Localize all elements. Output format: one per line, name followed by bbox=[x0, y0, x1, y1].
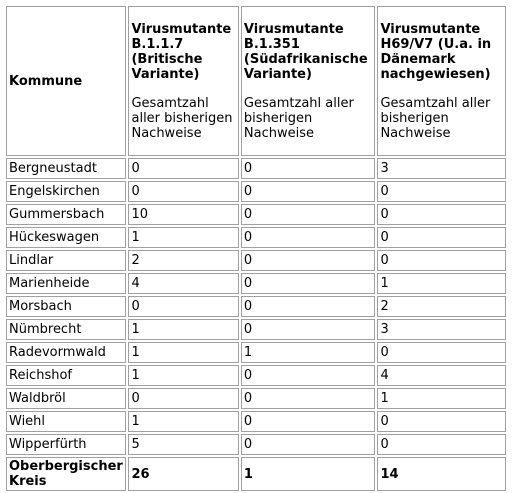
row-value-b1351: 0 bbox=[241, 158, 376, 179]
total-value-b1351: 1 bbox=[241, 457, 376, 491]
header-col-b117 bbox=[128, 6, 238, 156]
row-value-b117: 1 bbox=[128, 365, 238, 386]
table-row bbox=[6, 365, 506, 386]
row-kommune: Reichshof bbox=[6, 365, 126, 386]
row-value-h69v7: 4 bbox=[377, 365, 506, 386]
row-value-b1351: 0 bbox=[241, 250, 376, 271]
table-row bbox=[6, 296, 506, 317]
row-kommune: Nümbrecht bbox=[6, 319, 126, 340]
row-value-h69v7: 3 bbox=[377, 158, 506, 179]
table-row bbox=[6, 227, 506, 248]
row-value-h69v7: 2 bbox=[377, 296, 506, 317]
table-row bbox=[6, 434, 506, 455]
row-value-b117: 0 bbox=[128, 181, 238, 202]
row-value-b1351: 0 bbox=[241, 181, 376, 202]
row-value-b1351: 0 bbox=[241, 319, 376, 340]
table-row bbox=[6, 319, 506, 340]
row-value-h69v7: 1 bbox=[377, 273, 506, 294]
header-col-subtitle: Gesamtzahl aller bisherigen Nachweise bbox=[380, 95, 491, 141]
table-row bbox=[6, 158, 506, 179]
header-col-title: Virusmutante B.1.351 (Südafrikanische Variante) bbox=[243, 21, 368, 82]
row-kommune: Wiehl bbox=[6, 411, 126, 432]
header-col-h69v7 bbox=[377, 6, 506, 156]
table-total-row bbox=[6, 457, 506, 491]
row-kommune: Engelskirchen bbox=[6, 181, 126, 202]
table-row bbox=[6, 250, 506, 271]
row-kommune: Lindlar bbox=[6, 250, 126, 271]
row-value-b117: 1 bbox=[128, 411, 238, 432]
table-row bbox=[6, 273, 506, 294]
row-value-b117: 1 bbox=[128, 342, 238, 363]
row-value-b117: 0 bbox=[128, 296, 238, 317]
header-col-title: Virusmutante B.1.1.7 (Britische Variante) bbox=[131, 21, 232, 82]
row-kommune: Hückeswagen bbox=[6, 227, 126, 248]
row-value-b1351: 0 bbox=[241, 204, 376, 225]
row-value-b1351: 0 bbox=[241, 388, 376, 409]
header-col-b1351 bbox=[241, 6, 376, 156]
table-row bbox=[6, 342, 506, 363]
row-kommune: Wipperfürth bbox=[6, 434, 126, 455]
row-value-b1351: 0 bbox=[241, 227, 376, 248]
row-kommune: Marienheide bbox=[6, 273, 126, 294]
row-value-b1351: 0 bbox=[241, 365, 376, 386]
row-value-h69v7: 0 bbox=[377, 434, 506, 455]
row-kommune: Radevormwald bbox=[6, 342, 126, 363]
table-row bbox=[6, 181, 506, 202]
header-col-subtitle: Gesamtzahl aller bisherigen Nachweise bbox=[243, 95, 354, 141]
row-value-b1351: 0 bbox=[241, 434, 376, 455]
row-kommune: Morsbach bbox=[6, 296, 126, 317]
row-value-h69v7: 0 bbox=[377, 342, 506, 363]
total-kommune: Oberbergischer Kreis bbox=[6, 457, 126, 491]
variants-table bbox=[4, 4, 508, 493]
row-value-b117: 10 bbox=[128, 204, 238, 225]
row-value-b117: 0 bbox=[128, 388, 238, 409]
header-col-title: Virusmutante H69/V7 (U.a. in Dänemark nachgewiesen) bbox=[380, 21, 492, 82]
row-value-h69v7: 1 bbox=[377, 388, 506, 409]
table-row bbox=[6, 388, 506, 409]
row-value-b1351: 0 bbox=[241, 411, 376, 432]
total-value-h69v7: 14 bbox=[377, 457, 506, 491]
row-value-b117: 5 bbox=[128, 434, 238, 455]
row-value-h69v7: 0 bbox=[377, 181, 506, 202]
row-value-b117: 2 bbox=[128, 250, 238, 271]
row-value-b117: 4 bbox=[128, 273, 238, 294]
row-value-b117: 0 bbox=[128, 158, 238, 179]
row-value-b1351: 0 bbox=[241, 296, 376, 317]
header-col-subtitle: Gesamtzahl aller bisherigen Nachweise bbox=[131, 95, 233, 141]
row-kommune: Waldbröl bbox=[6, 388, 126, 409]
row-kommune: Bergneustadt bbox=[6, 158, 126, 179]
table-row bbox=[6, 411, 506, 432]
row-kommune: Gummersbach bbox=[6, 204, 126, 225]
row-value-b117: 1 bbox=[128, 319, 238, 340]
row-value-b1351: 1 bbox=[241, 342, 376, 363]
table-header-row bbox=[6, 6, 506, 156]
row-value-h69v7: 3 bbox=[377, 319, 506, 340]
table-row bbox=[6, 204, 506, 225]
row-value-h69v7: 0 bbox=[377, 250, 506, 271]
header-kommune: Kommune bbox=[6, 6, 126, 156]
row-value-h69v7: 0 bbox=[377, 227, 506, 248]
row-value-b1351: 0 bbox=[241, 273, 376, 294]
row-value-h69v7: 0 bbox=[377, 204, 506, 225]
row-value-h69v7: 0 bbox=[377, 411, 506, 432]
total-value-b117: 26 bbox=[128, 457, 238, 491]
row-value-b117: 1 bbox=[128, 227, 238, 248]
